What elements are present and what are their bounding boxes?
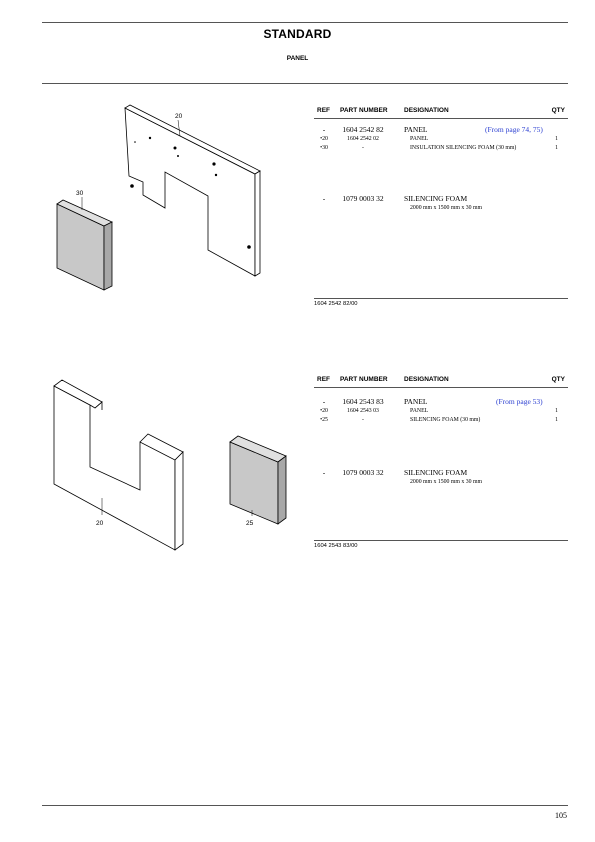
row-part-number: 1079 0003 32 [342, 468, 384, 477]
col-part-number: PART NUMBER [340, 107, 388, 114]
callout-20: 20 [175, 113, 183, 120]
row-qty: 1 [555, 136, 558, 142]
row-designation: PANEL [410, 408, 429, 414]
row-ref: - [322, 125, 326, 134]
page-title: STANDARD [263, 27, 332, 41]
row-part-number: 1604 2542 02 [347, 136, 379, 142]
row-dimensions: 2000 mm x 1500 mm x 30 mm [410, 205, 482, 211]
row-ref: •25 [320, 417, 328, 423]
section-rule-1 [314, 298, 568, 299]
section-rule-2 [314, 540, 568, 541]
page-subtitle: PANEL [286, 55, 309, 62]
panel-20-front [125, 108, 255, 276]
row-ref: - [322, 397, 326, 406]
col-part-number: PART NUMBER [340, 376, 388, 383]
doc-reference-2: 1604 2543 83/00 [314, 543, 358, 549]
panel-20-front [54, 386, 175, 550]
row-qty: 1 [555, 408, 558, 414]
table-header-rule-2 [314, 387, 568, 388]
row-qty: 1 [555, 145, 558, 151]
row-dimensions: 2000 mm x 1500 mm x 30 mm [410, 479, 482, 485]
table-header-rule-1 [314, 118, 568, 119]
row-ref: - [322, 468, 326, 477]
row-designation: SILENCING FOAM [404, 194, 468, 203]
row-ref: •20 [320, 408, 328, 414]
col-designation: DESIGNATION [404, 107, 449, 114]
col-qty: QTY [551, 107, 565, 114]
row-designation: SILENCING FOAM [404, 468, 468, 477]
col-qty: QTY [551, 376, 565, 383]
row-ref: - [322, 194, 326, 203]
row-part-number: 1604 2543 83 [342, 397, 384, 406]
foam-25-side [278, 456, 286, 524]
header-rule [42, 83, 568, 84]
row-designation: PANEL [410, 136, 429, 142]
row-part-number: 1079 0003 32 [342, 194, 384, 203]
col-designation: DESIGNATION [404, 376, 449, 383]
row-qty: 1 [555, 417, 558, 423]
panel-20-side-edge [255, 171, 260, 276]
callout-25: 25 [246, 520, 254, 527]
row-part-number: 1604 2543 03 [347, 408, 379, 414]
row-part-number: 1604 2542 82 [342, 125, 384, 134]
top-rule [42, 22, 568, 23]
foam-30-side [104, 222, 112, 290]
callout-30: 30 [76, 190, 84, 197]
from-page-link[interactable]: (From page 74, 75) [485, 125, 543, 134]
row-ref: •20 [320, 136, 328, 142]
parts-table-1 [314, 107, 568, 297]
row-part-number: - [362, 417, 364, 423]
panel-illustration-1 [40, 100, 280, 300]
footer-rule [42, 805, 568, 806]
col-ref: REF [317, 376, 330, 383]
row-designation: SILENCING FOAM (30 mm) [410, 417, 481, 423]
parts-table-2 [314, 376, 568, 538]
panel-illustration-2 [40, 372, 300, 557]
row-ref: •30 [320, 145, 328, 151]
row-designation: PANEL [404, 125, 428, 134]
callout-20: 20 [96, 520, 104, 527]
doc-reference-1: 1604 2542 82/00 [314, 301, 358, 307]
from-page-link[interactable]: (From page 53) [496, 397, 543, 406]
row-designation: INSULATION SILENCING FOAM (30 mm) [410, 145, 517, 151]
row-designation: PANEL [404, 397, 428, 406]
col-ref: REF [317, 107, 330, 114]
page-number: 105 [555, 811, 567, 820]
row-part-number: - [362, 145, 364, 151]
panel-20-side-edge [175, 452, 183, 550]
